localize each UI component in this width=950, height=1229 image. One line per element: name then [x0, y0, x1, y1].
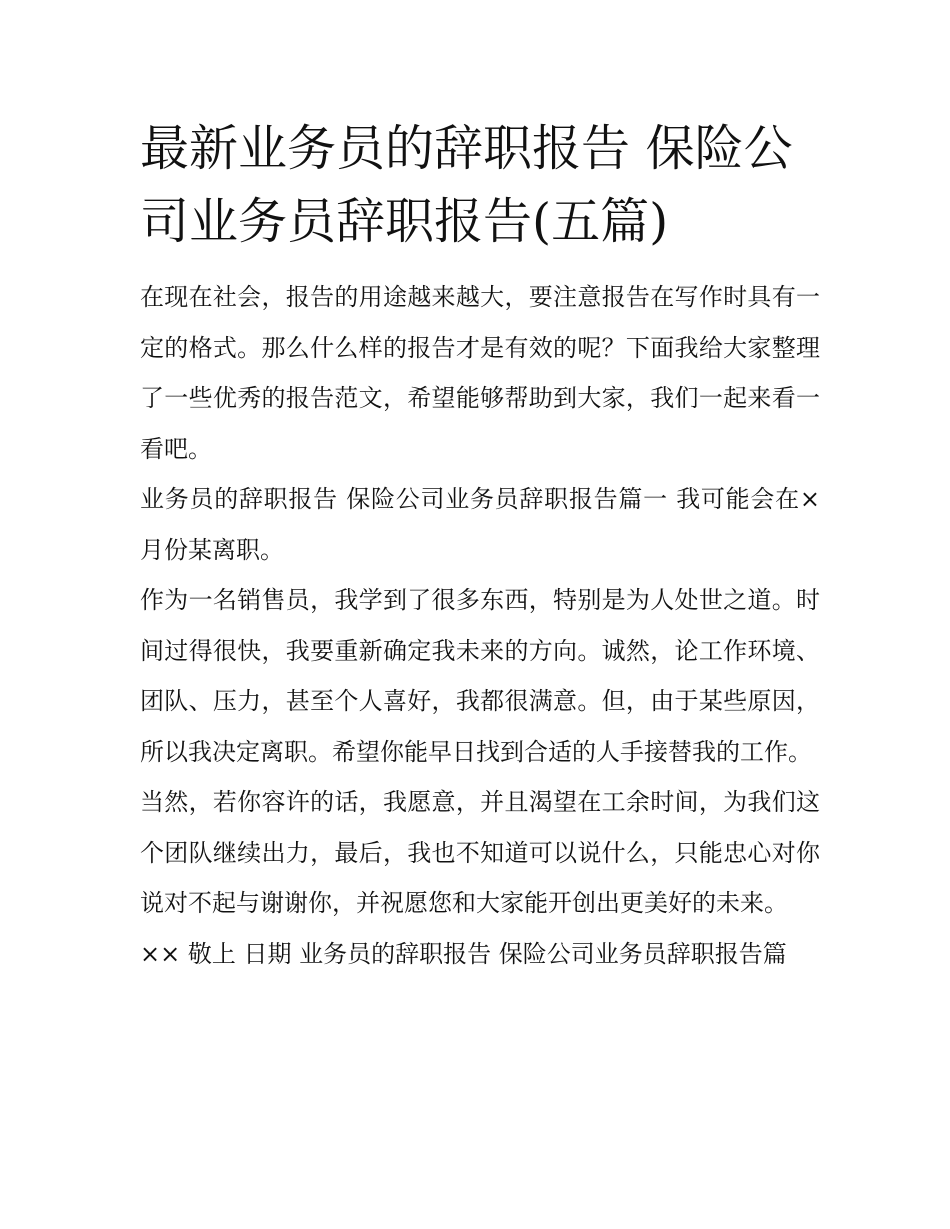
document-content	[140, 112, 820, 979]
intro-paragraph: 在现在社会，报告的用途越来越大，要注意报告在写作时具有一定的格式。那么什么样的报告才是有效的呢？下面我给大家整理了一些优秀的报告范文，希望能够帮助到大家，我们一起来看一看吧。	[140, 283, 820, 463]
document-title: 最新业务员的辞职报告 保险公司业务员辞职报告(五篇)	[140, 120, 793, 250]
body-paragraph: 当然，若你容许的话，我愿意，并且渴望在工余时间，为我们这个团队继续出力，最后，我也不知道可以说什么，只能忠心对你说对不起与谢谢你，并祝愿您和大家能开创出更美好的未来。	[140, 788, 820, 917]
document-body	[140, 272, 820, 979]
signature-paragraph: ×× 敬上 日期 业务员的辞职报告 保险公司业务员辞职报告篇	[140, 939, 787, 968]
body-paragraph: 作为一名销售员，我学到了很多东西，特别是为人处世之道。时间过得很快，我要重新确定我未来的方向。诚然，论工作环境、团队、压力，甚至个人喜好，我都很满意。但，由于某些原因，所以我决定离职。希望你能早日找到合适的人手接替我的工作。	[140, 586, 820, 766]
section-heading-paragraph: 业务员的辞职报告 保险公司业务员辞职报告篇一 我可能会在×月份某离职。	[140, 485, 820, 564]
